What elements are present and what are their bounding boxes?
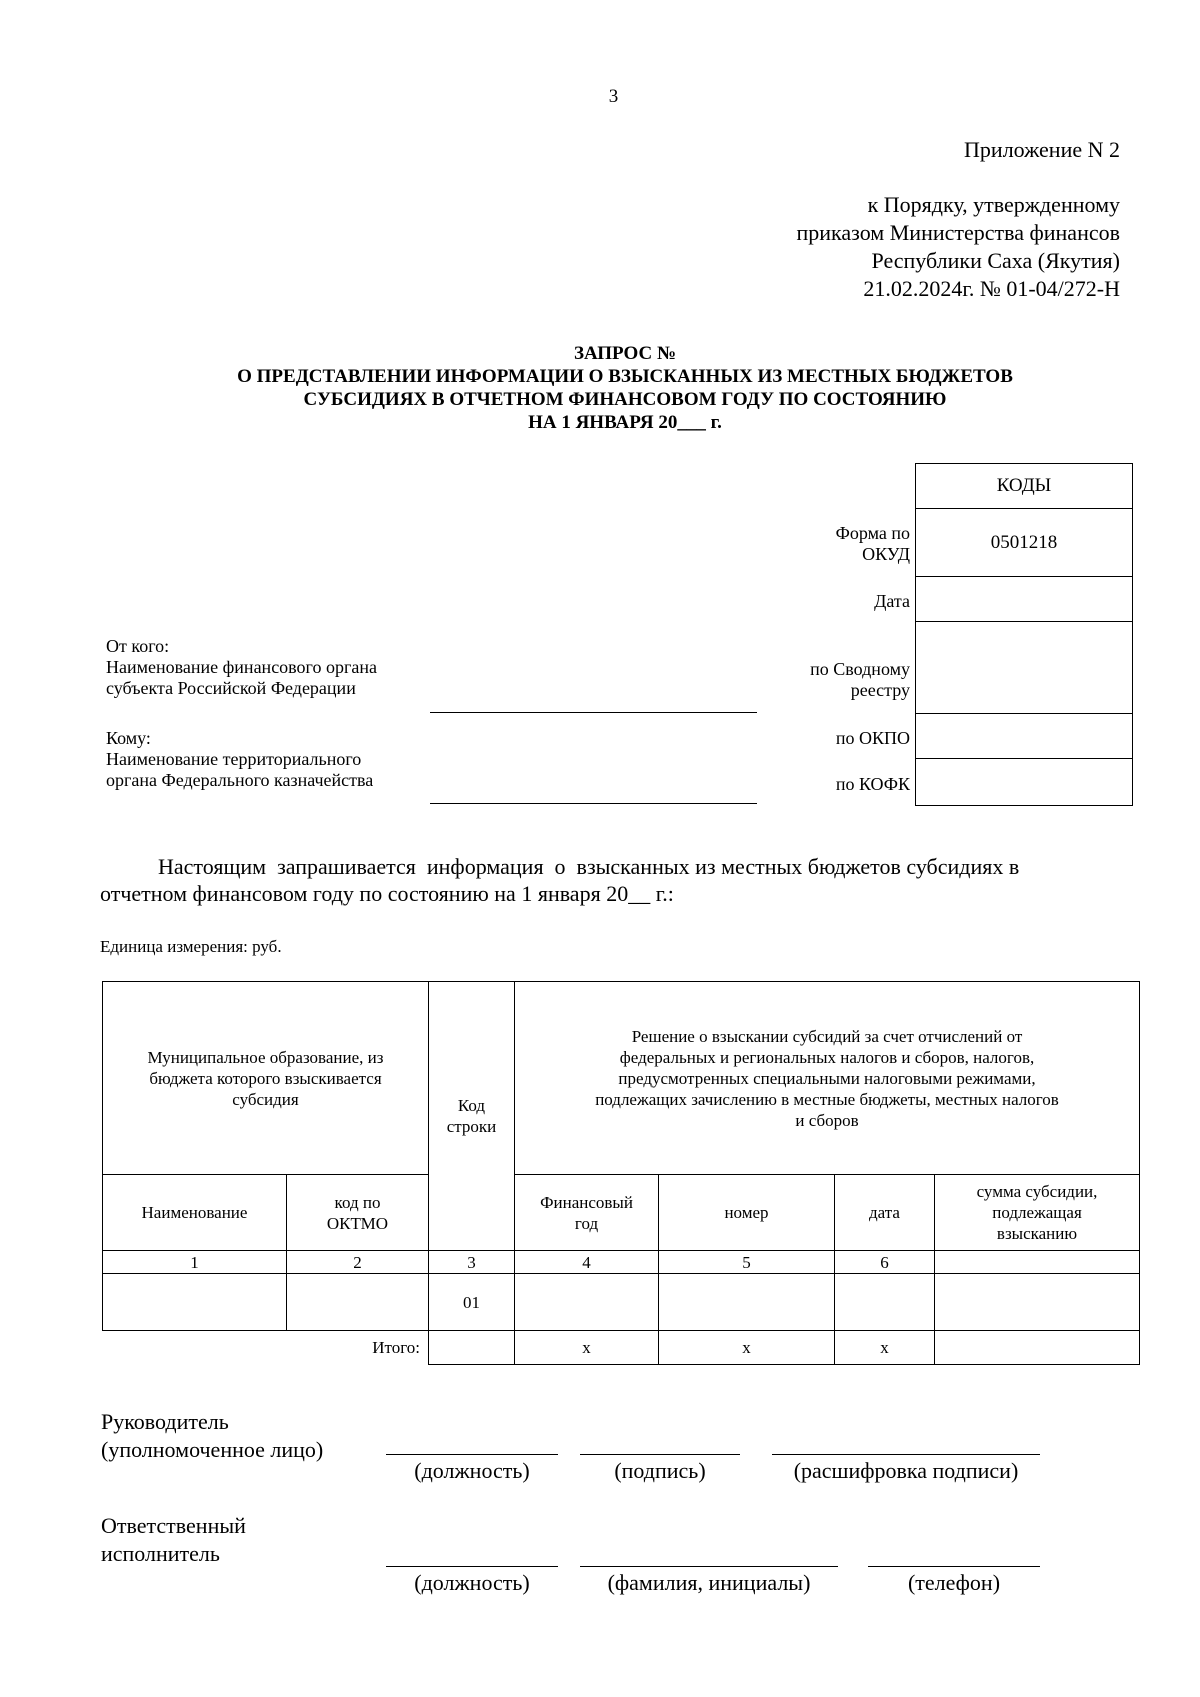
title-line-1: ЗАПРОС № bbox=[573, 343, 677, 364]
exec-phone-caption: (телефон) bbox=[907, 1570, 1001, 1595]
exec-line-2: исполнитель bbox=[101, 1541, 220, 1566]
title-line-4: НА 1 ЯНВАРЯ 20___ г. bbox=[528, 412, 722, 433]
row-code-line-1: Код bbox=[457, 1096, 486, 1115]
data-name-cell bbox=[103, 1274, 287, 1331]
fin-year-line-1: Финансовый bbox=[540, 1192, 633, 1212]
exec-name-caption: (фамилия, инициалы) bbox=[607, 1570, 811, 1595]
total-row-code-cell bbox=[429, 1331, 515, 1365]
oktmo-line-1: код по bbox=[334, 1192, 381, 1212]
number-header: номер bbox=[659, 1175, 835, 1251]
appendix-line-4: 21.02.2024г. № 01-04/272-Н bbox=[863, 276, 1120, 301]
okpo-label: по ОКПО bbox=[835, 728, 910, 748]
exec-position-line bbox=[386, 1566, 558, 1567]
head-position-line bbox=[386, 1454, 558, 1455]
form-label-line-1: Форма по bbox=[835, 523, 910, 543]
municipal-header bbox=[103, 982, 429, 1175]
col-num-6: 6 bbox=[835, 1251, 935, 1274]
row-code-header bbox=[429, 982, 515, 1251]
head-line-1: Руководитель bbox=[101, 1409, 229, 1434]
appendix-title: Приложение N 2 bbox=[964, 137, 1120, 162]
date-code-cell bbox=[916, 577, 1133, 622]
from-line-2: субъекта Российской Федерации bbox=[106, 678, 356, 698]
registry-code-cell bbox=[916, 622, 1133, 714]
head-decoding-caption: (расшифровка подписи) bbox=[793, 1458, 1019, 1483]
exec-phone-line bbox=[868, 1566, 1040, 1567]
codes-header: КОДЫ bbox=[916, 464, 1133, 509]
municipal-header-line-1: Муниципальное образование, из bbox=[147, 1047, 384, 1067]
registry-label bbox=[810, 659, 910, 701]
exec-line-1: Ответственный bbox=[101, 1513, 246, 1538]
request-paragraph-line-1: Настоящим запрашивается информация о взысканных из местных бюджетов субсидиях в bbox=[158, 854, 1020, 879]
registry-label-line-2: реестру bbox=[850, 680, 910, 700]
to-block bbox=[106, 728, 373, 791]
fin-year-header bbox=[515, 1175, 659, 1251]
decision-line-5: и сборов bbox=[795, 1110, 859, 1130]
municipal-header-line-2: бюджета которого взыскивается bbox=[149, 1068, 382, 1088]
municipal-header-line-3: субсидия bbox=[232, 1089, 299, 1109]
head-decoding-line bbox=[772, 1454, 1040, 1455]
from-line-1: Наименование финансового органа bbox=[106, 657, 377, 677]
okud-code-cell: 0501218 bbox=[916, 509, 1133, 577]
from-underline bbox=[430, 712, 757, 713]
subsidy-table bbox=[102, 981, 1140, 1365]
registry-label-line-1: по Сводному bbox=[810, 659, 910, 679]
appendix-line-3: Республики Саха (Якутия) bbox=[871, 248, 1120, 273]
sum-line-3: взысканию bbox=[996, 1224, 1078, 1243]
total-label: Итого: bbox=[372, 1338, 420, 1358]
form-okud-label bbox=[836, 523, 910, 565]
to-label: Кому: bbox=[106, 728, 151, 748]
date-label: Дата bbox=[874, 591, 910, 611]
col-num-3: 3 bbox=[429, 1251, 515, 1274]
executor-label bbox=[101, 1512, 246, 1568]
exec-name-line bbox=[580, 1566, 838, 1567]
appendix-line-1: к Порядку, утвержденному bbox=[867, 192, 1120, 217]
head-position-caption: (должность) bbox=[414, 1458, 530, 1483]
head-signature-line bbox=[580, 1454, 740, 1455]
document-title bbox=[0, 342, 1200, 434]
sum-header bbox=[935, 1175, 1140, 1251]
col-num-2: 2 bbox=[287, 1251, 429, 1274]
data-date-cell bbox=[835, 1274, 935, 1331]
col-num-4: 4 bbox=[515, 1251, 659, 1274]
title-line-2: О ПРЕДСТАВЛЕНИИ ИНФОРМАЦИИ О ВЗЫСКАННЫХ ИЗ МЕСТНЫХ БЮДЖЕТОВ bbox=[237, 366, 1013, 387]
sum-line-1: сумма субсидии, bbox=[976, 1182, 1098, 1201]
decision-line-3: предусмотренных специальными налоговыми режимами, bbox=[618, 1068, 1036, 1088]
head-signature-label bbox=[101, 1408, 323, 1464]
to-line-2: органа Федерального казначейства bbox=[106, 770, 374, 790]
total-date-cell: х bbox=[835, 1331, 935, 1365]
data-fin-year-cell bbox=[515, 1274, 659, 1331]
page-number: 3 bbox=[608, 86, 619, 107]
decision-header bbox=[515, 982, 1140, 1175]
title-line-3: СУБСИДИЯХ В ОТЧЕТНОМ ФИНАНСОВОМ ГОДУ ПО СОСТОЯНИЮ bbox=[303, 389, 947, 410]
data-sum-cell bbox=[935, 1274, 1140, 1331]
decision-line-1: Решение о взыскании субсидий за счет отчислений от bbox=[631, 1026, 1023, 1046]
kofk-code-cell bbox=[916, 759, 1133, 806]
head-signature-caption: (подпись) bbox=[614, 1458, 706, 1483]
row-code-line-2: строки bbox=[446, 1117, 497, 1136]
fin-year-line-2: год bbox=[574, 1213, 599, 1233]
col-num-5: 5 bbox=[659, 1251, 835, 1274]
from-block bbox=[106, 636, 377, 699]
appendix-line-2: приказом Министерства финансов bbox=[796, 220, 1120, 245]
form-label-line-2: ОКУД bbox=[862, 544, 910, 564]
oktmo-header bbox=[287, 1175, 429, 1251]
col-num-1: 1 bbox=[103, 1251, 287, 1274]
date-header: дата bbox=[835, 1175, 935, 1251]
total-sum-cell bbox=[935, 1331, 1140, 1365]
total-fin-year-cell: х bbox=[515, 1331, 659, 1365]
sum-line-2: подлежащая bbox=[992, 1203, 1082, 1222]
data-oktmo-cell bbox=[287, 1274, 429, 1331]
total-number-cell: х bbox=[659, 1331, 835, 1365]
unit-of-measure: Единица измерения: руб. bbox=[100, 937, 282, 956]
request-paragraph-line-2: отчетном финансовом году по состоянию на 1 января 20__ г.: bbox=[100, 881, 674, 906]
data-number-cell bbox=[659, 1274, 835, 1331]
oktmo-line-2: ОКТМО bbox=[326, 1213, 389, 1233]
decision-line-4: подлежащих зачислению в местные бюджеты, местных налогов bbox=[595, 1089, 1059, 1109]
col-num-7 bbox=[935, 1251, 1140, 1274]
to-underline bbox=[430, 803, 757, 804]
codes-table bbox=[915, 463, 1133, 806]
data-row-code-cell: 01 bbox=[429, 1274, 515, 1331]
name-header: Наименование bbox=[103, 1175, 287, 1251]
from-label: От кого: bbox=[106, 636, 170, 656]
exec-position-caption: (должность) bbox=[414, 1570, 530, 1595]
decision-line-2: федеральных и региональных налогов и сборов, налогов, bbox=[619, 1047, 1035, 1067]
to-line-1: Наименование территориального bbox=[106, 749, 362, 769]
head-line-2: (уполномоченное лицо) bbox=[101, 1437, 324, 1462]
okpo-code-cell bbox=[916, 714, 1133, 759]
kofk-label: по КОФК bbox=[835, 774, 910, 794]
